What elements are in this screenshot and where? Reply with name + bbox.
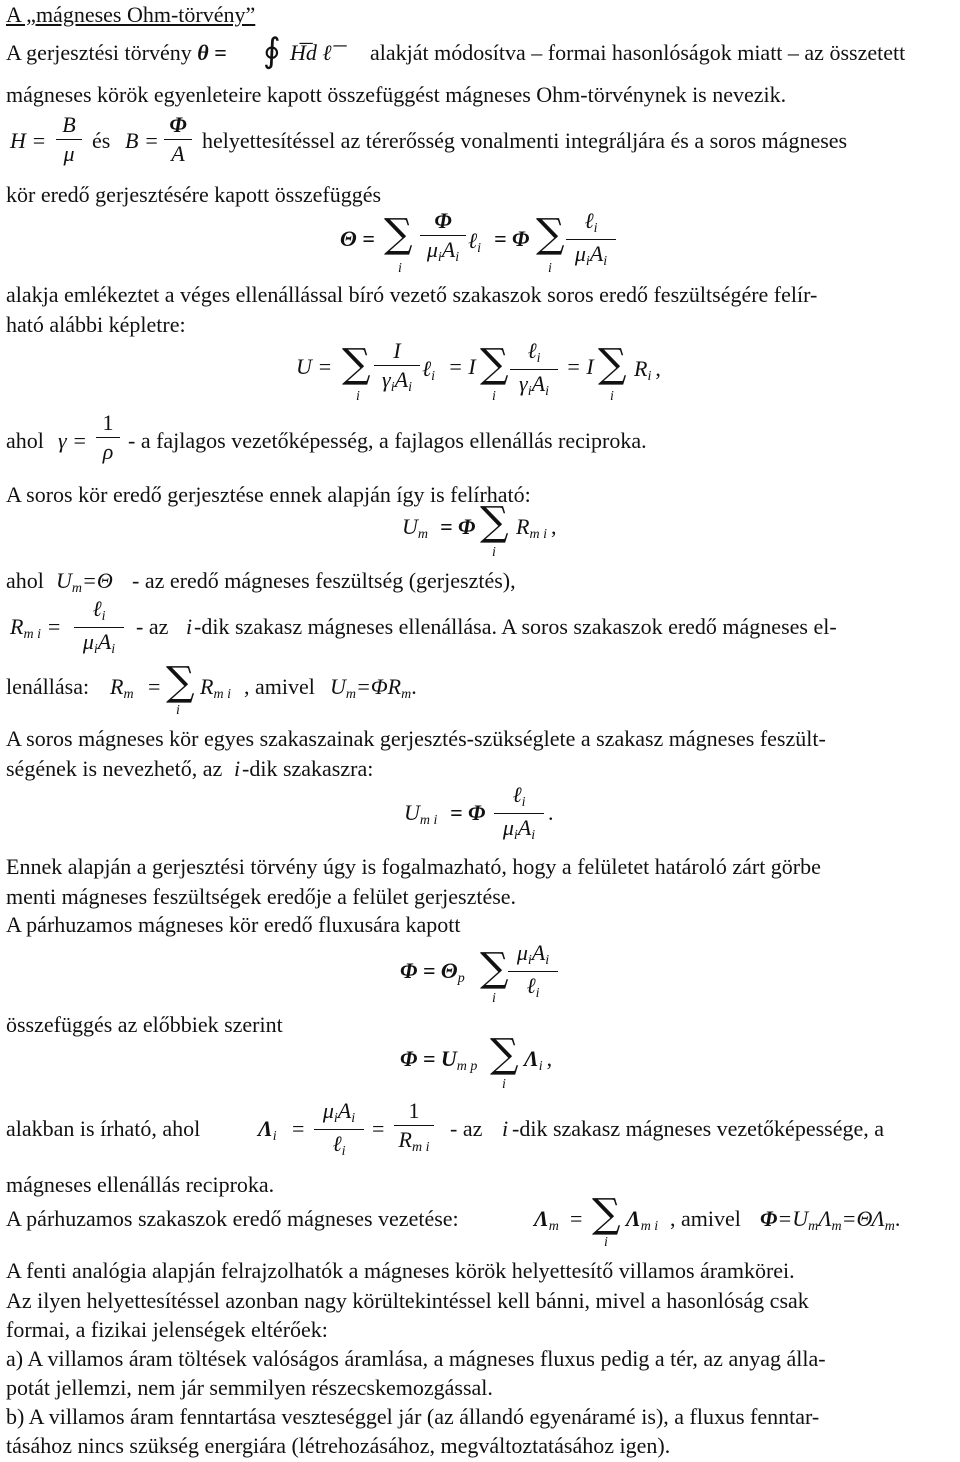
contour-integral-symbol: ∮: [263, 31, 281, 71]
formula-Phi-Ump: $\Phi = U_{m p}$: [400, 1046, 478, 1074]
sum-symbol: ∑: [598, 341, 627, 387]
para-4-ahol: ahol: [6, 428, 44, 453]
para-14-line-3: formai, a fizikai jelenségek eltérőek:: [6, 1317, 328, 1342]
formula-l-i: ℓ$_i$: [468, 228, 482, 256]
fraction-1-over-Rmi: 1 $R_{m i}$: [394, 1100, 434, 1155]
formula-Rm: $R_m$: [110, 674, 134, 702]
fraction-l-over-muA: ℓ$_i$ $\mu_iA_i$: [494, 784, 544, 843]
formula-R-i: $R_i$ ,: [634, 356, 661, 384]
sum-symbol: ∑: [480, 341, 509, 387]
para-5: A soros kör eredő gerjesztése ennek alapján így is felírható:: [6, 482, 531, 507]
formula-Phi-Um-Lambda: $\Phi=U_m\Lambda_m=\Theta\Lambda_m$.: [760, 1206, 901, 1234]
formula-Lambda-m: $\Lambda_m$: [534, 1206, 559, 1234]
formula-Lambda-eq-2: =: [372, 1116, 385, 1141]
para-2-line-2: kör eredő gerjesztésére kapott összefüggés: [6, 182, 382, 207]
para-1-line-1: [6, 42, 227, 64]
sum-index: i: [492, 389, 496, 404]
sum-symbol: ∑: [342, 341, 371, 387]
formula-Hdl: H͞d ℓ͞: [290, 40, 332, 65]
formula-Rm-eq: =: [148, 674, 161, 699]
para-1-text-a: A gerjesztési törvény: [6, 40, 192, 65]
formula-i: i: [234, 756, 241, 781]
formula-i: i: [502, 1116, 509, 1141]
sum-index: i: [492, 991, 496, 1006]
formula-R-mi: $R_{m i}$: [200, 674, 231, 702]
fraction-l-over-gammaA: ℓ$_i$ $\gamma_iA_i$: [510, 340, 558, 399]
formula-eq-Phi-2: = Φ: [440, 514, 476, 539]
para-14-line-1: A fenti analógia alapján felrajzolhatók a mágneses körök helyettesítő villamos áramkörei.: [6, 1258, 795, 1283]
formula-i: i: [186, 614, 193, 639]
formula-eq-I-2: = I: [566, 354, 594, 379]
para-3-line-2: ható alábbi képletre:: [6, 312, 186, 337]
fraction-I-over-gammaA: I $\gamma_iA_i$: [374, 340, 420, 395]
formula-Um-PhiRm: $U_m=\Phi R_m$.: [330, 674, 417, 702]
para-16-line-2: tásához nincs szükség energiára (létrehozásához, megváltoztatásához igen).: [6, 1433, 671, 1458]
formula-Phi-Theta-p: $\Phi = \Theta_p$: [400, 958, 465, 986]
formula-Lambda-mi: $\Lambda_{m i}$: [626, 1206, 659, 1234]
formula-Um-Theta: $U_m=\Theta$: [56, 568, 113, 596]
para-4-text: - a fajlagos vezetőképesség, a fajlagos ellenállás reciproka.: [128, 428, 647, 453]
para-6-text: - az eredő mágneses feszültség (gerjesztés),: [132, 568, 516, 593]
formula-Lambda-m-eq: =: [570, 1206, 583, 1231]
page-title: A „mágneses Ohm-törvény”: [6, 2, 256, 27]
para-1-line-2: mágneses körök egyenleteire kapott összefüggést mágneses Ohm-törvénynek is nevezik.: [6, 82, 787, 107]
para-12-text-c: -dik szakasz mágneses vezetőképessége, a: [512, 1116, 885, 1141]
fraction-Phi-over-A: Φ A: [164, 114, 192, 165]
para-7-text-b: -dik szakasz mágneses ellenállása. A soros szakaszok eredő mágneses el-: [194, 614, 837, 639]
formula-Lambda-i: $\Lambda_i$ ,: [524, 1046, 553, 1074]
para-7-text-a: - az: [136, 614, 169, 639]
formula-B-eq: B =: [125, 128, 159, 153]
formula-R-mi: $R_{m i}$ ,: [516, 514, 557, 542]
sum-index: i: [604, 1235, 608, 1250]
fraction-l-over-muA: ℓ$_i$ $\mu_iA_i$: [74, 598, 124, 657]
sum-index: i: [548, 261, 552, 276]
para-14-line-2: Az ilyen helyettesítéssel azonban nagy körültekintéssel kell bánni, mivel a hasonlóság csak: [6, 1288, 809, 1313]
para-15-line-1: a) A villamos áram töltések valóságos áramlása, a mágneses fluxus pedig a tér, az anyag álla-: [6, 1346, 826, 1371]
para-11: összefüggés az előbbiek szerint: [6, 1012, 283, 1037]
formula-U-eq: U =: [296, 354, 333, 379]
formula-theta: θ =: [197, 40, 227, 65]
sum-symbol: ∑: [536, 211, 565, 257]
formula-Theta-eq: Θ =: [340, 226, 375, 251]
para-2-es: és: [92, 128, 111, 153]
formula-gamma-eq: γ =: [58, 428, 88, 453]
sum-index: i: [176, 703, 180, 718]
sum-index: i: [502, 1077, 506, 1092]
para-1-text-b: alakját módosítva – formai hasonlóságok miatt – az összetett: [370, 40, 906, 65]
para-15-line-2: potát jellemzi, nem jár semmilyen részecskemozgással.: [6, 1375, 493, 1400]
formula-eq-Phi-3: = Φ: [450, 800, 486, 825]
para-10: A párhuzamos mágneses kör eredő fluxusára kapott: [6, 912, 461, 937]
para-8-line-1: A soros mágneses kör egyes szakaszainak gerjesztés-szükséglete a szakasz mágneses feszült-: [6, 726, 826, 751]
sum-symbol: ∑: [480, 945, 509, 991]
formula-Um: $U_m$: [402, 514, 429, 542]
sum-index: i: [398, 261, 402, 276]
fraction-B-over-mu: B μ: [56, 114, 82, 165]
para-7-text-d: , amivel: [244, 674, 315, 699]
fraction-l-over-muA: ℓ$_i$ $\mu_iA_i$: [566, 210, 616, 269]
fraction-Phi-over-muA: Φ $\mu_iA_i$: [420, 210, 466, 265]
formula-R-mi-eq: $R_{m i}$ =: [10, 614, 62, 642]
para-13-text-b: , amivel: [670, 1206, 741, 1231]
para-12-text-b: - az: [450, 1116, 483, 1141]
formula-period: .: [548, 800, 554, 825]
para-3-line-1: alakja emlékeztet a véges ellenállással bíró vezető szakaszok soros eredő feszültségére felír-: [6, 282, 818, 307]
para-12-line-2: mágneses ellenállás reciproka.: [6, 1172, 275, 1197]
para-6-ahol: ahol: [6, 568, 44, 593]
formula-Lambda-eq: =: [292, 1116, 305, 1141]
sum-index: i: [356, 389, 360, 404]
formula-Lambda-i: $\Lambda_i$: [258, 1116, 277, 1144]
sum-symbol: ∑: [166, 659, 195, 705]
formula-eq-Phi: = Φ: [494, 226, 530, 251]
fraction-muA-over-l: $\mu_iA_i$ ℓ$_i$: [314, 1100, 364, 1159]
formula-H-eq: H =: [10, 128, 47, 153]
para-13-text-a: A párhuzamos szakaszok eredő mágneses vezetése:: [6, 1206, 459, 1231]
formula-U-mi: $U_{m i}$: [404, 800, 438, 828]
para-8-text-b: ségének is nevezhető, az: [6, 756, 223, 781]
para-16-line-1: b) A villamos áram fenntartása veszteséggel jár (az állandó egyenáramé is), a fluxus fenntar-: [6, 1404, 820, 1429]
sum-index: i: [610, 389, 614, 404]
fraction-muA-over-l: $\mu_iA_i$ ℓ$_i$: [508, 942, 558, 1001]
para-8-text-c: -dik szakaszra:: [242, 756, 374, 781]
sum-symbol: ∑: [384, 211, 413, 257]
para-9-line-2: menti mágneses feszültségek eredője a felület gerjesztése.: [6, 884, 517, 909]
formula-l-i: ℓ$_i$: [422, 356, 436, 384]
para-12-text-a: alakban is írható, ahol: [6, 1116, 201, 1141]
sum-index: i: [492, 545, 496, 560]
formula-eq-I: = I: [448, 354, 476, 379]
sum-symbol: ∑: [490, 1031, 519, 1077]
para-2-text-b: helyettesítéssel az térerősség vonalmenti integráljára és a soros mágneses: [202, 128, 848, 153]
para-9-line-1: Ennek alapján a gerjesztési törvény úgy is fogalmazható, hogy a felületet határoló zárt görbe: [6, 854, 821, 879]
fraction-1-over-rho: 1 ρ: [96, 412, 120, 463]
sum-symbol: ∑: [480, 499, 509, 545]
para-7-text-c: lenállása:: [6, 674, 90, 699]
sum-symbol: ∑: [592, 1191, 621, 1237]
